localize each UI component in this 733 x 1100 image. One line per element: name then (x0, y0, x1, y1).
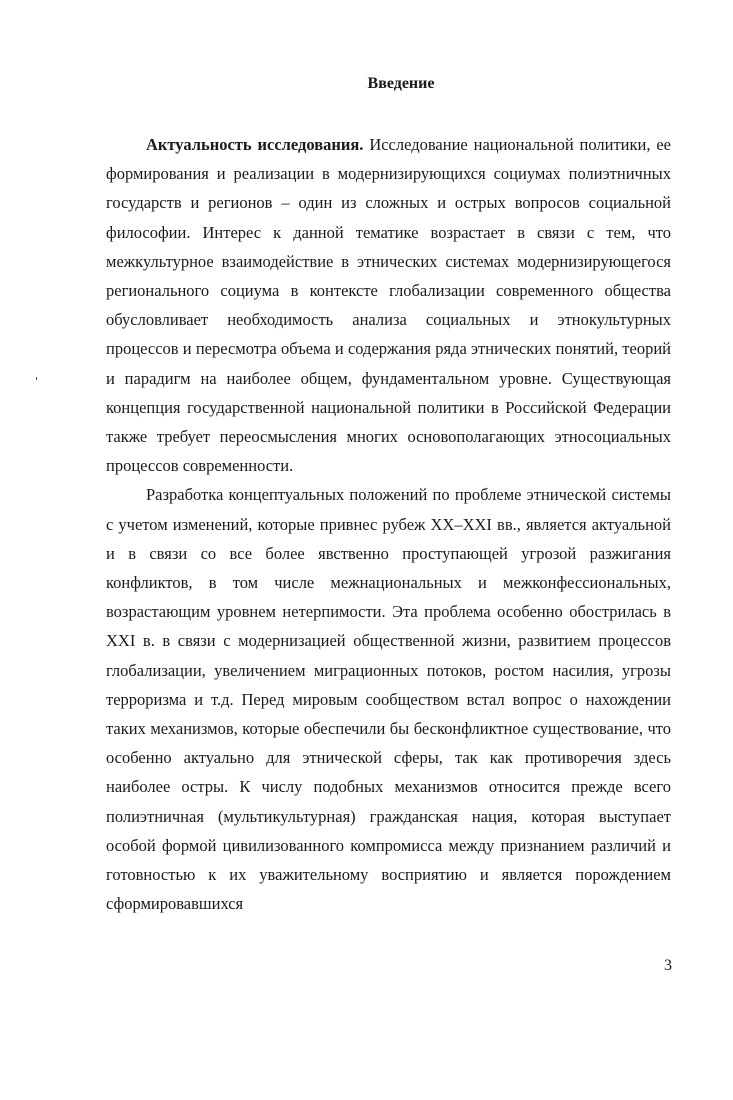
body-text (106, 130, 671, 918)
section-title: Введение (367, 75, 435, 92)
paragraph-development (106, 480, 671, 918)
scan-margin-mark (36, 377, 37, 380)
paragraph-text: Исследование национальной политики, ее формирования и реализации в модернизирующихся социумах полиэтничных государств и регионов – один из сложных и острых вопросов социальной философии. Интерес к данной тематике возрастает в связи с тем, что межкультурное взаимодействие в этнических системах модернизирующегося регионального социума в контексте глобализации современного общества обусловливает необходимость анализа социальных и этнокультурных процессов и пересмотра объема и содержания ряда этнических понятий, теорий и парадигм на наиболее общем, фундаментальном уровне. Существующая концепция государственной национальной политики в Российской Федерации также требует переосмысления многих основополагающих этносоциальных процессов современности. (106, 135, 671, 476)
paragraph-lead: Актуальность исследования. (146, 135, 364, 154)
page-number: 3 (664, 957, 672, 974)
paragraph-text: Разработка концептуальных положений по проблеме этнической системы с учетом изменений, которые привнес рубеж XX–XXI вв., является актуальной и в связи со все более явственно проступающей угрозой разжигания конфликтов, в том числе межнациональных и межконфессиональных, возрастающим уровнем нетерпимости. Эта проблема особенно обострилась в XXI в. в связи с модернизацией общественной жизни, развитием процессов глобализации, увеличением миграционных потоков, ростом насилия, угрозы терроризма и т.д. Перед мировым сообществом встал вопрос о нахождении таких механизмов, которые обеспечили бы бесконфликтное существование, что особенно актуально для этнической сферы, так как противоречия здесь наиболее остры. К числу подобных механизмов относится прежде всего полиэтничная (мультикультурная) гражданская нация, которая выступает особой формой цивилизованного компромисса между признанием различий и готовностью к их уважительному восприятию и является порождением сформировавшихся (106, 485, 671, 914)
paragraph-relevance (106, 130, 671, 480)
